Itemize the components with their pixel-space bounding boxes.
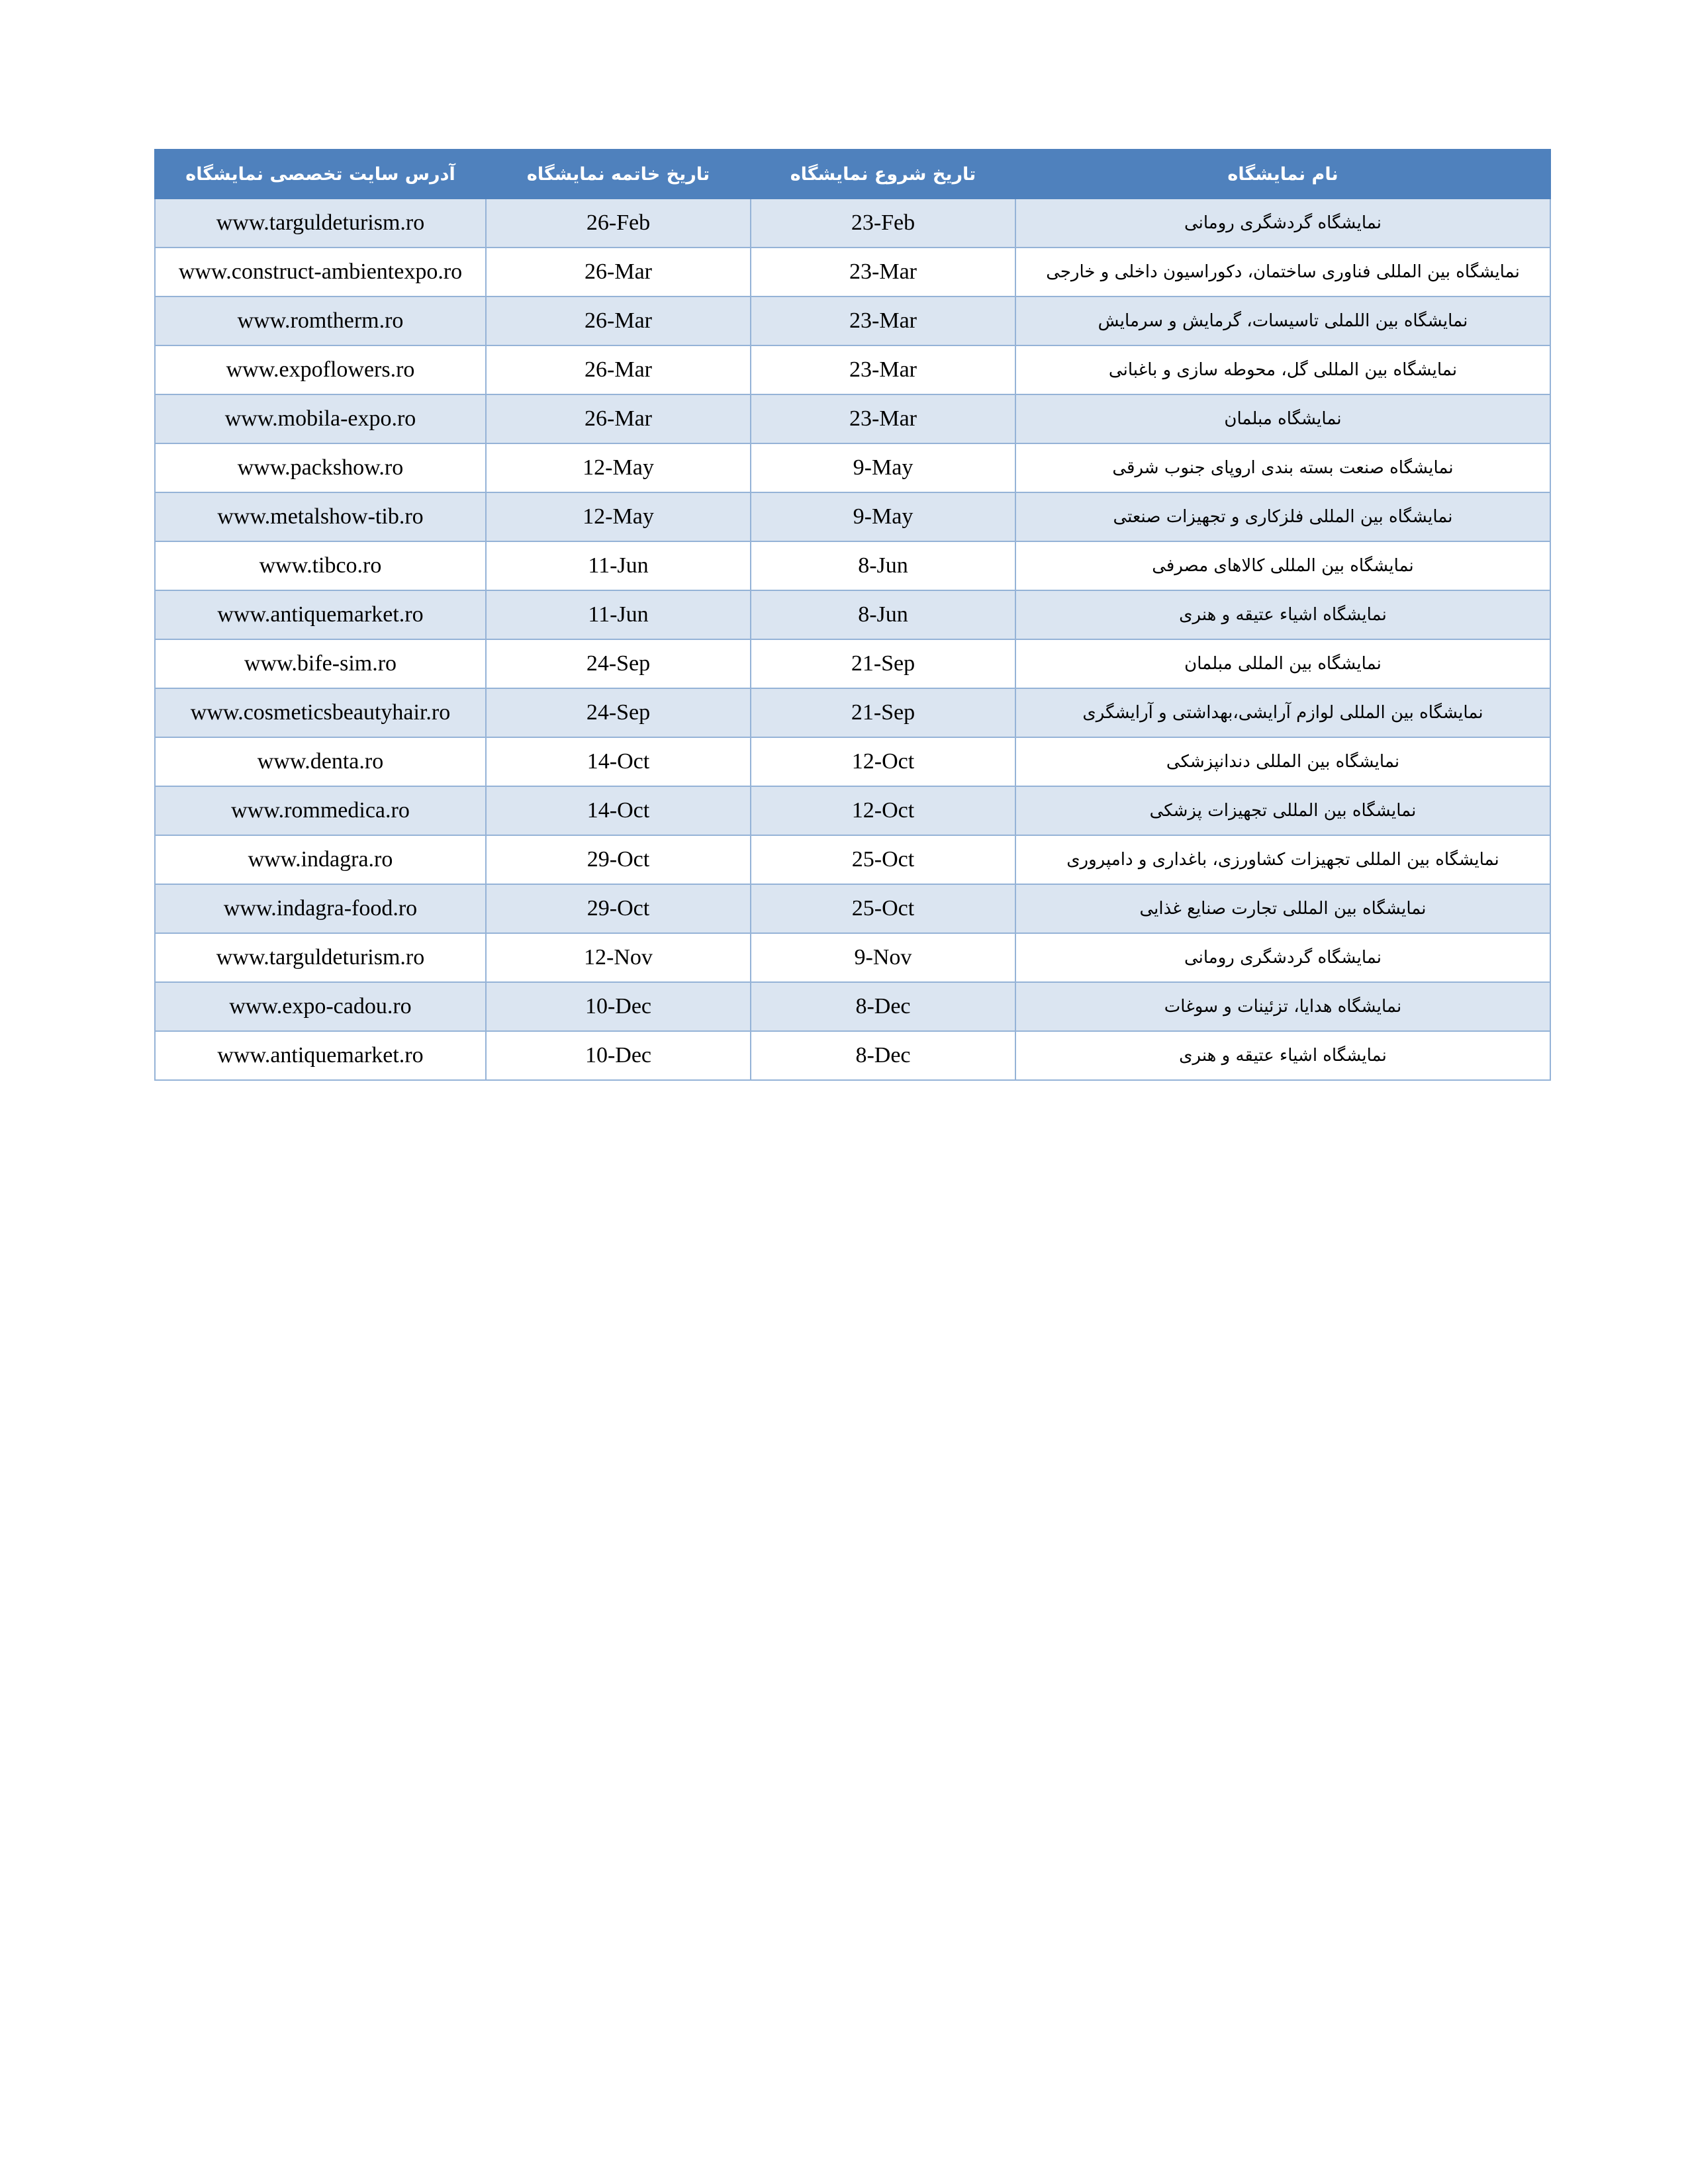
- table-row: [155, 345, 1550, 394]
- table-row: [155, 835, 1550, 884]
- start-date-cell: 23-Feb: [751, 199, 1015, 248]
- start-date-cell: 23-Mar: [751, 345, 1015, 394]
- start-date-cell: 8-Dec: [751, 1031, 1015, 1080]
- start-date-cell: 21-Sep: [751, 688, 1015, 737]
- end-date-cell: 26-Feb: [486, 199, 751, 248]
- end-date-cell: 10-Dec: [486, 1031, 751, 1080]
- table-row: [155, 443, 1550, 492]
- table-row: [155, 884, 1550, 933]
- exhibition-name-cell: نمایشگاه گردشگری رومانی: [1015, 933, 1550, 982]
- table-row: [155, 1031, 1550, 1080]
- start-date-cell: 23-Mar: [751, 248, 1015, 296]
- exhibition-name-cell: نمایشگاه اشیاء عتیقه و هنری: [1015, 590, 1550, 639]
- header-exhibition-name: نام نمایشگاه: [1015, 150, 1550, 199]
- table-row: [155, 248, 1550, 296]
- site-cell: www.expoflowers.ro: [155, 345, 486, 394]
- end-date-cell: 11-Jun: [486, 541, 751, 590]
- start-date-cell: 8-Jun: [751, 541, 1015, 590]
- site-cell: www.bife-sim.ro: [155, 639, 486, 688]
- table-row: [155, 541, 1550, 590]
- header-start-date: تاریخ شروع نمایشگاه: [751, 150, 1015, 199]
- start-date-cell: 8-Dec: [751, 982, 1015, 1031]
- table-row: [155, 982, 1550, 1031]
- table-row: [155, 492, 1550, 541]
- site-cell: www.cosmeticsbeautyhair.ro: [155, 688, 486, 737]
- exhibition-name-cell: نمایشگاه بین المللی تجهیزات پزشکی: [1015, 786, 1550, 835]
- exhibition-name-cell: نمایشگاه بین المللی کالاهای مصرفی: [1015, 541, 1550, 590]
- site-cell: www.metalshow-tib.ro: [155, 492, 486, 541]
- end-date-cell: 10-Dec: [486, 982, 751, 1031]
- end-date-cell: 26-Mar: [486, 394, 751, 443]
- exhibition-name-cell: نمایشگاه بین المللی گل، محوطه سازی و باغبانی: [1015, 345, 1550, 394]
- site-cell: www.mobila-expo.ro: [155, 394, 486, 443]
- exhibition-name-cell: نمایشگاه بین المللی فلزکاری و تجهیزات صنعتی: [1015, 492, 1550, 541]
- exhibition-name-cell: نمایشگاه اشیاء عتیقه و هنری: [1015, 1031, 1550, 1080]
- end-date-cell: 14-Oct: [486, 737, 751, 786]
- exhibition-name-cell: نمایشگاه بین المللی فناوری ساختمان، دکوراسیون داخلی و خارجی: [1015, 248, 1550, 296]
- table-row: [155, 786, 1550, 835]
- start-date-cell: 21-Sep: [751, 639, 1015, 688]
- site-cell: www.denta.ro: [155, 737, 486, 786]
- start-date-cell: 9-May: [751, 443, 1015, 492]
- end-date-cell: 12-May: [486, 443, 751, 492]
- table-row: [155, 933, 1550, 982]
- exhibition-name-cell: نمایشگاه بین المللی دندانپزشکی: [1015, 737, 1550, 786]
- table-row: [155, 199, 1550, 248]
- exhibition-name-cell: نمایشگاه هدایا، تزئینات و سوغات: [1015, 982, 1550, 1031]
- start-date-cell: 9-May: [751, 492, 1015, 541]
- site-cell: www.tibco.ro: [155, 541, 486, 590]
- table-row: [155, 296, 1550, 345]
- end-date-cell: 11-Jun: [486, 590, 751, 639]
- start-date-cell: 23-Mar: [751, 296, 1015, 345]
- site-cell: www.indagra-food.ro: [155, 884, 486, 933]
- start-date-cell: 12-Oct: [751, 786, 1015, 835]
- site-cell: www.construct-ambientexpo.ro: [155, 248, 486, 296]
- table-row: [155, 639, 1550, 688]
- end-date-cell: 24-Sep: [486, 688, 751, 737]
- exhibition-name-cell: نمایشگاه بین المللی تجهیزات کشاورزی، باغداری و دامپروری: [1015, 835, 1550, 884]
- end-date-cell: 29-Oct: [486, 884, 751, 933]
- site-cell: www.targuldeturism.ro: [155, 199, 486, 248]
- start-date-cell: 23-Mar: [751, 394, 1015, 443]
- exhibition-name-cell: نمایشگاه بین المللی لوازم آرایشی،بهداشتی و آرایشگری: [1015, 688, 1550, 737]
- site-cell: www.antiquemarket.ro: [155, 1031, 486, 1080]
- end-date-cell: 24-Sep: [486, 639, 751, 688]
- table-row: [155, 688, 1550, 737]
- table-row: [155, 737, 1550, 786]
- exhibition-name-cell: نمایشگاه مبلمان: [1015, 394, 1550, 443]
- end-date-cell: 26-Mar: [486, 248, 751, 296]
- exhibition-name-cell: نمایشگاه صنعت بسته بندی اروپای جنوب شرقی: [1015, 443, 1550, 492]
- exhibitions-table: [154, 149, 1551, 1081]
- end-date-cell: 12-May: [486, 492, 751, 541]
- site-cell: www.targuldeturism.ro: [155, 933, 486, 982]
- table-row: [155, 590, 1550, 639]
- exhibition-name-cell: نمایشگاه گردشگری رومانی: [1015, 199, 1550, 248]
- site-cell: www.packshow.ro: [155, 443, 486, 492]
- header-end-date: تاریخ خاتمه نمایشگاه: [486, 150, 751, 199]
- start-date-cell: 12-Oct: [751, 737, 1015, 786]
- site-cell: www.indagra.ro: [155, 835, 486, 884]
- site-cell: www.romtherm.ro: [155, 296, 486, 345]
- header-site: آدرس سایت تخصصی نمایشگاه: [155, 150, 486, 199]
- site-cell: www.rommedica.ro: [155, 786, 486, 835]
- site-cell: www.expo-cadou.ro: [155, 982, 486, 1031]
- start-date-cell: 9-Nov: [751, 933, 1015, 982]
- start-date-cell: 8-Jun: [751, 590, 1015, 639]
- exhibition-name-cell: نمایشگاه بین المللی تجارت صنایع غذایی: [1015, 884, 1550, 933]
- start-date-cell: 25-Oct: [751, 835, 1015, 884]
- table-row: [155, 394, 1550, 443]
- end-date-cell: 14-Oct: [486, 786, 751, 835]
- exhibition-name-cell: نمایشگاه بین المللی مبلمان: [1015, 639, 1550, 688]
- end-date-cell: 12-Nov: [486, 933, 751, 982]
- header-row: [155, 150, 1550, 199]
- end-date-cell: 29-Oct: [486, 835, 751, 884]
- site-cell: www.antiquemarket.ro: [155, 590, 486, 639]
- end-date-cell: 26-Mar: [486, 296, 751, 345]
- table-header: [155, 150, 1550, 199]
- exhibition-name-cell: نمایشگاه بین اللملی تاسیسات، گرمایش و سرمایش: [1015, 296, 1550, 345]
- end-date-cell: 26-Mar: [486, 345, 751, 394]
- table-body: [155, 199, 1550, 1080]
- start-date-cell: 25-Oct: [751, 884, 1015, 933]
